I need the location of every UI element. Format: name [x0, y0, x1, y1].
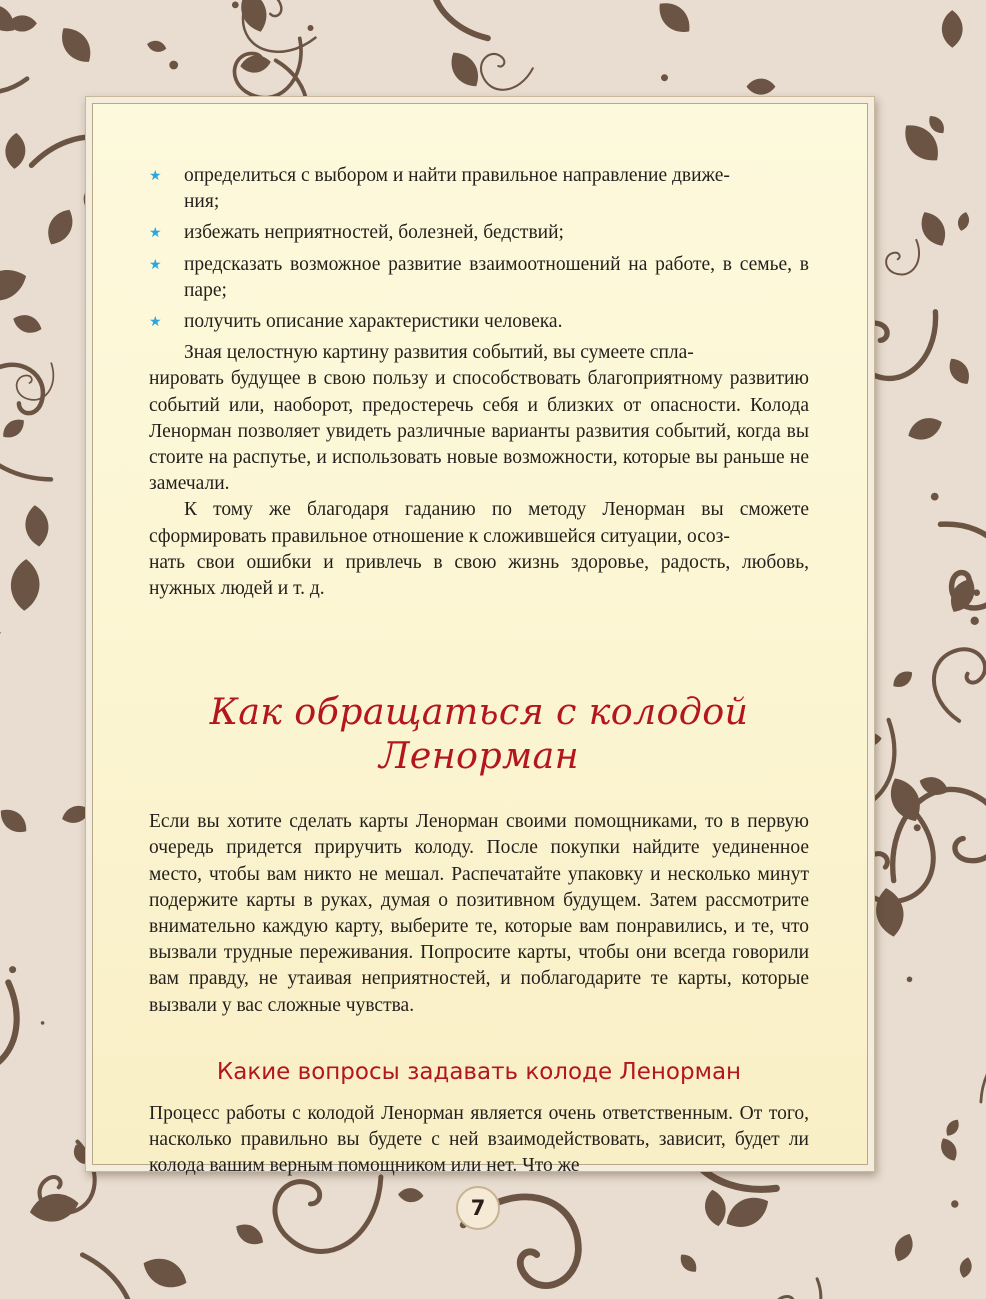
blue-star-icon: ★ — [149, 314, 162, 331]
list-item-text: получить описание характеристики человека. — [184, 311, 563, 333]
blue-star-icon: ★ — [149, 256, 162, 273]
list-item — [149, 252, 809, 304]
list-item — [149, 163, 809, 215]
content-panel — [92, 103, 868, 1177]
intro-paragraph: Зная целостную картину развития событий, вы сумеете спла- нировать будущее в свою пользу и способствовать благоприятному развитию событий или, наоборот, предостеречь себя и близких от опасности. Колода Ленорман позволяет увидеть различные варианты развития событий, когда вы стоите на распутье, и использовать новые возможности, которые вы раньше не замечали. — [149, 342, 809, 495]
list-item-text: избежать неприятностей, болезней, бедствий; — [184, 222, 564, 244]
list-item-text: предсказать возможное развитие взаимоотношений на работе, в семье, в паре; — [184, 253, 809, 301]
blue-star-icon: ★ — [149, 225, 162, 242]
benefit-list — [149, 163, 809, 335]
subsection-title: Какие вопросы задавать колоде Ленорман — [216, 1058, 742, 1085]
list-item — [149, 309, 809, 335]
section-title: Как обращаться с колодой Ленорман — [209, 690, 749, 778]
list-item — [149, 220, 809, 246]
subsection-paragraph: Процесс работы с колодой Ленорман является очень ответственным. От того, насколько правильно вы будете с ней взаимодействовать, зависит, будет ли колода вашим верным помощником или нет. Что же — [149, 1102, 809, 1177]
section-paragraph: Если вы хотите сделать карты Ленорман своими помощниками, то в первую очередь придется приручить колоду. После покупки найдите уединенное место, чтобы вам никто не мешал. Распечатайте упаковку и несколько минут подержите карты в руках, думая о позитивном будущем. Затем рассмотрите внимательно каждую карту, выберите те, которые вам понравились, и те, что вызвали трудные переживания. Попросите карты, чтобы они всегда говорили вам правду, не утаивая неприятностей, и поблагодарите те карты, которые вызвали у вас сложные чувства. — [149, 811, 809, 1016]
list-item-text: определиться с выбором и найти правильное направление движе- ния; — [184, 165, 730, 213]
blue-star-icon: ★ — [149, 168, 162, 184]
page-number: 7 — [456, 1186, 500, 1230]
intro-paragraph: К тому же благодаря гаданию по методу Ленорман вы сможете сформировать правильное отношение к сложившейся ситуации, осоз- нать свои ошибки и привлечь в свою жизнь здоровье, радость, любовь, нужных людей и т. д. — [149, 499, 809, 600]
